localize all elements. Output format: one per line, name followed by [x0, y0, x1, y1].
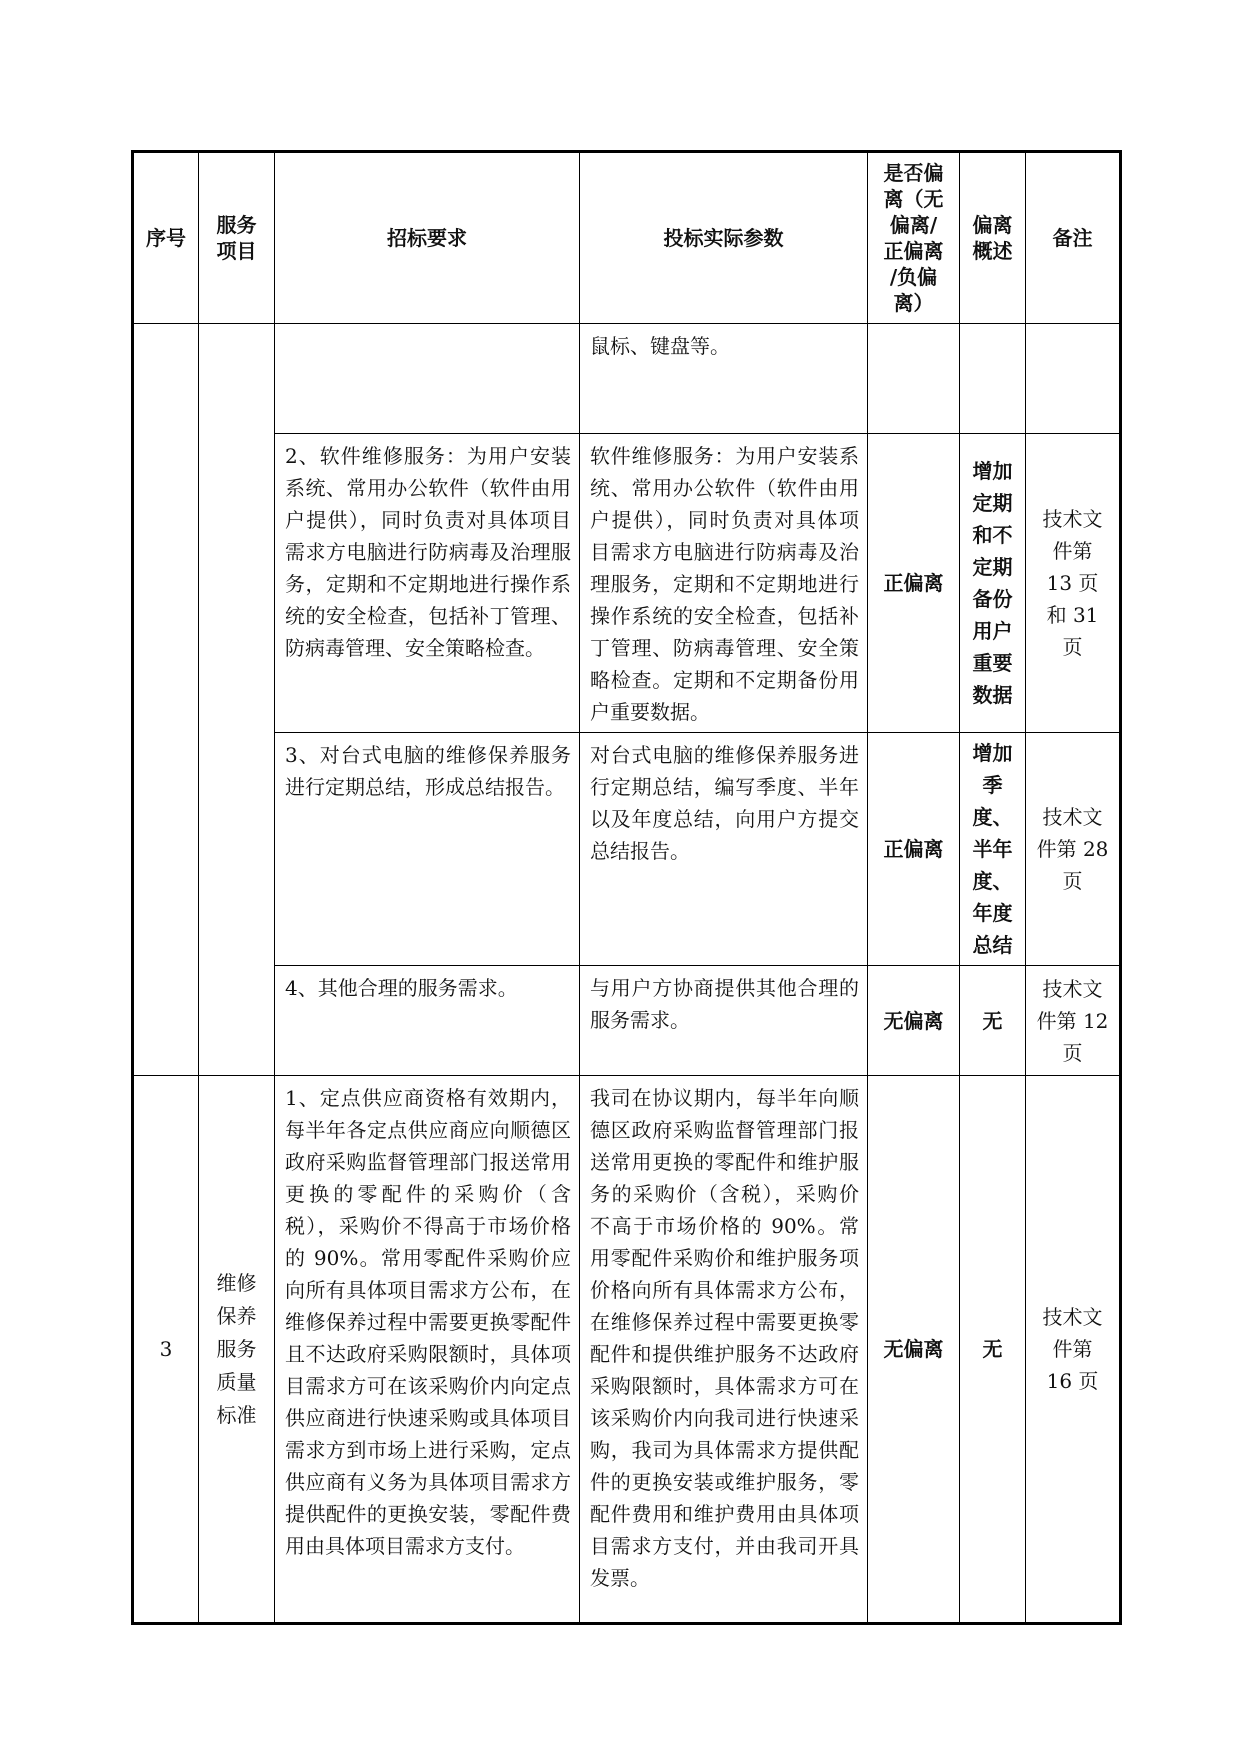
deviation-cell: 无偏离 — [868, 966, 960, 1076]
service-item-cell: 维修 保养 服务 质量 标准 — [199, 1076, 275, 1624]
header-summary: 偏离 概述 — [960, 152, 1026, 324]
requirement-cell: 1、定点供应商资格有效期内，每半年各定点供应商应向顺德区政府采购监督管理部门报送常用更换的零配件的采购价（含税），采购价不得高于市场价格的 90%。常用零配件采购价应向所有具体项目需求方公布，在维修保养过程中需要更换零配件且不达政府采购限额时，具体项目需求方可在该采购价内向定点供应商进行快速采购或具体项目需求方到市场上进行采购，定点供应商有义务为具体项目需求方提供配件的更换安装，零配件费用由具体项目需求方支付。 — [275, 1076, 580, 1624]
deviation-table — [131, 150, 1122, 1625]
header-seq: 序号 — [133, 152, 199, 324]
remark-cell: 技术文 件第 13 页 和 31 页 — [1026, 434, 1121, 733]
header-requirement: 招标要求 — [275, 152, 580, 324]
remark-cell — [1026, 324, 1121, 434]
remark-cell: 技术文 件第 12 页 — [1026, 966, 1121, 1076]
summary-cell: 无 — [960, 1076, 1026, 1624]
actual-cell: 软件维修服务：为用户安装系统、常用办公软件（软件由用户提供），同时负责对具体项目需求方电脑进行防病毒及治理服务，定期和不定期地进行操作系统的安全检查，包括补丁管理、防病毒管理、安全策略检查。定期和不定期备份用户重要数据。 — [580, 434, 868, 733]
deviation-table-page — [131, 150, 1119, 1625]
header-row — [133, 152, 1121, 324]
header-actual: 投标实际参数 — [580, 152, 868, 324]
header-service-item: 服务 项目 — [199, 152, 275, 324]
table-row — [133, 733, 1121, 966]
actual-cell: 鼠标、键盘等。 — [580, 324, 868, 434]
deviation-cell — [868, 324, 960, 434]
actual-cell: 对台式电脑的维修保养服务进行定期总结，编写季度、半年以及年度总结，向用户方提交总结报告。 — [580, 733, 868, 966]
summary-cell: 增加 定期 和不 定期 备份 用户 重要 数据 — [960, 434, 1026, 733]
requirement-cell: 2、软件维修服务：为用户安装系统、常用办公软件（软件由用户提供），同时负责对具体项目需求方电脑进行防病毒及治理服务，定期和不定期地进行操作系统的安全检查，包括补丁管理、防病毒管理、安全策略检查。 — [275, 434, 580, 733]
table-row — [133, 324, 1121, 434]
summary-cell: 无 — [960, 966, 1026, 1076]
requirement-cell: 4、其他合理的服务需求。 — [275, 966, 580, 1076]
seq-cell: 3 — [133, 1076, 199, 1624]
deviation-cell: 正偏离 — [868, 733, 960, 966]
header-deviation: 是否偏 离（无 偏离/ 正偏离 /负偏 离） — [868, 152, 960, 324]
actual-cell: 与用户方协商提供其他合理的服务需求。 — [580, 966, 868, 1076]
actual-cell: 我司在协议期内，每半年向顺德区政府采购监督管理部门报送常用更换的零配件和维护服务的采购价（含税），采购价不高于市场价格的 90%。常用零配件采购价和维护服务项价格向所有具体需求方公布，在维修保养过程中需要更换零配件和提供维护服务不达政府采购限额时，具体需求方可在该采购价内向我司进行快速采购，我司为具体需求方提供配件的更换安装或维护服务，零配件费用和维护费用由具体项目需求方支付，并由我司开具发票。 — [580, 1076, 868, 1624]
table-row — [133, 434, 1121, 733]
deviation-cell: 正偏离 — [868, 434, 960, 733]
remark-cell: 技术文 件第 28 页 — [1026, 733, 1121, 966]
service-item-cell-continued — [199, 324, 275, 1076]
table-row — [133, 966, 1121, 1076]
summary-cell: 增加 季度、 半年 度、 年度 总结 — [960, 733, 1026, 966]
deviation-cell: 无偏离 — [868, 1076, 960, 1624]
summary-cell — [960, 324, 1026, 434]
requirement-cell — [275, 324, 580, 434]
seq-cell-continued — [133, 324, 199, 1076]
table-row — [133, 1076, 1121, 1624]
remark-cell: 技术文 件第 16 页 — [1026, 1076, 1121, 1624]
header-remark: 备注 — [1026, 152, 1121, 324]
requirement-cell: 3、对台式电脑的维修保养服务进行定期总结，形成总结报告。 — [275, 733, 580, 966]
